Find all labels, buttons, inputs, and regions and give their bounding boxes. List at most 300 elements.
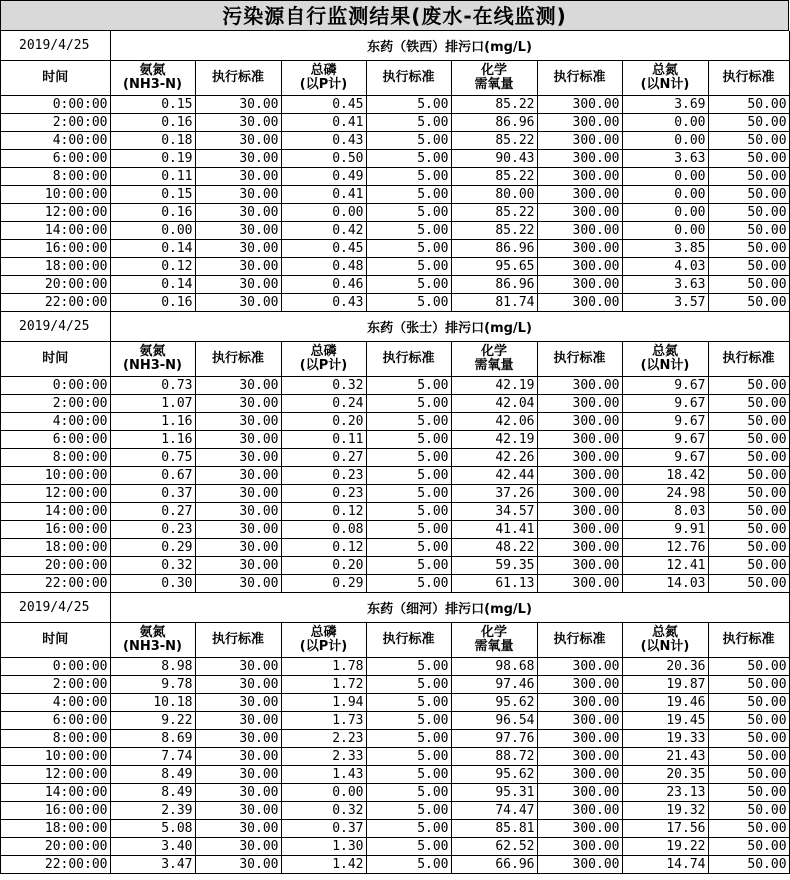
table-cell: 1.16 xyxy=(110,413,195,431)
table-cell: 0.16 xyxy=(110,114,195,132)
table-cell: 0.00 xyxy=(622,204,708,222)
table-cell: 50.00 xyxy=(708,222,789,240)
table-cell: 0.23 xyxy=(281,485,366,503)
table-cell: 0:00:00 xyxy=(1,658,110,676)
table-row xyxy=(1,96,789,114)
table-cell: 21.43 xyxy=(622,748,708,766)
table-cell: 1.72 xyxy=(281,676,366,694)
sheet-title: 污染源自行监测结果(废水-在线监测) xyxy=(1,1,789,31)
table-cell: 50.00 xyxy=(708,240,789,258)
col-header-phosphorus xyxy=(281,342,366,377)
table-cell: 14:00:00 xyxy=(1,222,110,240)
table-cell: 50.00 xyxy=(708,204,789,222)
table-cell: 14.03 xyxy=(622,575,708,593)
table-cell: 5.08 xyxy=(110,820,195,838)
table-cell: 4:00:00 xyxy=(1,132,110,150)
table-cell: 3.85 xyxy=(622,240,708,258)
header-line: 化学 xyxy=(480,625,507,640)
header-line: 总氮 xyxy=(651,344,678,359)
table-cell: 7.74 xyxy=(110,748,195,766)
table-cell: 0.48 xyxy=(281,258,366,276)
table-cell: 0.29 xyxy=(281,575,366,593)
table-cell: 19.33 xyxy=(622,730,708,748)
table-cell: 50.00 xyxy=(708,150,789,168)
table-cell: 0:00:00 xyxy=(1,96,110,114)
table-cell: 300.00 xyxy=(537,485,622,503)
table-cell: 0.00 xyxy=(622,186,708,204)
table-cell: 5.00 xyxy=(366,204,451,222)
table-cell: 20.35 xyxy=(622,766,708,784)
table-cell: 86.96 xyxy=(451,276,537,294)
table-cell: 300.00 xyxy=(537,294,622,312)
table-cell: 42.19 xyxy=(451,377,537,395)
table-cell: 5.00 xyxy=(366,820,451,838)
table-cell: 5.00 xyxy=(366,168,451,186)
col-header-time: 时间 xyxy=(1,61,110,96)
table-cell: 0.23 xyxy=(281,467,366,485)
col-header-standard: 执行标准 xyxy=(537,623,622,658)
table-cell: 50.00 xyxy=(708,784,789,802)
table-cell: 20:00:00 xyxy=(1,557,110,575)
table-row xyxy=(1,258,789,276)
table-row xyxy=(1,467,789,485)
table-cell: 1.07 xyxy=(110,395,195,413)
table-cell: 30.00 xyxy=(195,395,281,413)
col-header-standard: 执行标准 xyxy=(195,623,281,658)
header-line: (NH3-N) xyxy=(123,358,182,373)
table-cell: 9.67 xyxy=(622,377,708,395)
table-row xyxy=(1,856,789,874)
table-cell: 9.67 xyxy=(622,395,708,413)
table-cell: 14:00:00 xyxy=(1,784,110,802)
table-cell: 2:00:00 xyxy=(1,114,110,132)
table-cell: 18:00:00 xyxy=(1,258,110,276)
table-cell: 0.16 xyxy=(110,204,195,222)
table-cell: 2.23 xyxy=(281,730,366,748)
table-cell: 30.00 xyxy=(195,676,281,694)
section-date: 2019/4/25 xyxy=(1,31,110,61)
table-cell: 300.00 xyxy=(537,240,622,258)
table-cell: 30.00 xyxy=(195,377,281,395)
table-row xyxy=(1,766,789,784)
table-cell: 0.11 xyxy=(110,168,195,186)
table-cell: 50.00 xyxy=(708,96,789,114)
header-line: 需氧量 xyxy=(474,358,514,373)
table-cell: 8.98 xyxy=(110,658,195,676)
table-cell: 300.00 xyxy=(537,820,622,838)
table-cell: 86.96 xyxy=(451,240,537,258)
table-row xyxy=(1,168,789,186)
table-cell: 0.15 xyxy=(110,186,195,204)
table-row xyxy=(1,503,789,521)
table-cell: 8:00:00 xyxy=(1,449,110,467)
table-cell: 30.00 xyxy=(195,539,281,557)
table-cell: 0.45 xyxy=(281,240,366,258)
col-header-standard: 执行标准 xyxy=(537,61,622,96)
table-cell: 0.00 xyxy=(622,132,708,150)
table-cell: 300.00 xyxy=(537,838,622,856)
col-header-standard: 执行标准 xyxy=(708,61,789,96)
col-header-standard: 执行标准 xyxy=(195,61,281,96)
table-cell: 42.06 xyxy=(451,413,537,431)
table-cell: 6:00:00 xyxy=(1,431,110,449)
table-row xyxy=(1,485,789,503)
table-cell: 300.00 xyxy=(537,395,622,413)
table-cell: 30.00 xyxy=(195,222,281,240)
table-cell: 300.00 xyxy=(537,132,622,150)
table-row xyxy=(1,449,789,467)
table-row xyxy=(1,150,789,168)
table-cell: 8.49 xyxy=(110,784,195,802)
table-cell: 5.00 xyxy=(366,503,451,521)
table-cell: 300.00 xyxy=(537,856,622,874)
table-row xyxy=(1,114,789,132)
table-cell: 1.42 xyxy=(281,856,366,874)
table-cell: 20:00:00 xyxy=(1,838,110,856)
section-date: 2019/4/25 xyxy=(1,312,110,342)
table-cell: 0.14 xyxy=(110,276,195,294)
header-line: (以P计) xyxy=(299,77,348,92)
col-header-phosphorus xyxy=(281,623,366,658)
table-cell: 6:00:00 xyxy=(1,150,110,168)
table-cell: 30.00 xyxy=(195,168,281,186)
table-cell: 0.43 xyxy=(281,132,366,150)
section-date: 2019/4/25 xyxy=(1,593,110,623)
table-cell: 5.00 xyxy=(366,856,451,874)
table-cell: 300.00 xyxy=(537,467,622,485)
col-header-standard: 执行标准 xyxy=(366,623,451,658)
col-header-cod xyxy=(451,623,537,658)
section-station-name: 东药（细河）排污口(mg/L) xyxy=(110,593,789,623)
header-line: 氨氮 xyxy=(139,344,166,359)
table-cell: 0.37 xyxy=(110,485,195,503)
table-cell: 0.00 xyxy=(281,204,366,222)
table-cell: 85.81 xyxy=(451,820,537,838)
table-cell: 5.00 xyxy=(366,521,451,539)
table-cell: 30.00 xyxy=(195,485,281,503)
table-cell: 300.00 xyxy=(537,521,622,539)
table-cell: 86.96 xyxy=(451,114,537,132)
header-line: (NH3-N) xyxy=(123,77,182,92)
table-cell: 61.13 xyxy=(451,575,537,593)
table-cell: 85.22 xyxy=(451,132,537,150)
col-header-cod xyxy=(451,61,537,96)
table-cell: 10:00:00 xyxy=(1,748,110,766)
table-cell: 8:00:00 xyxy=(1,168,110,186)
table-cell: 0.27 xyxy=(110,503,195,521)
table-cell: 0.20 xyxy=(281,557,366,575)
table-cell: 30.00 xyxy=(195,240,281,258)
table-cell: 50.00 xyxy=(708,676,789,694)
table-row xyxy=(1,240,789,258)
table-cell: 18.42 xyxy=(622,467,708,485)
table-cell: 1.73 xyxy=(281,712,366,730)
table-cell: 300.00 xyxy=(537,802,622,820)
table-cell: 50.00 xyxy=(708,114,789,132)
table-cell: 14.74 xyxy=(622,856,708,874)
table-cell: 30.00 xyxy=(195,96,281,114)
table-row xyxy=(1,222,789,240)
header-line: 总氮 xyxy=(651,63,678,78)
table-cell: 300.00 xyxy=(537,168,622,186)
table-cell: 5.00 xyxy=(366,712,451,730)
col-header-standard: 执行标准 xyxy=(195,342,281,377)
table-cell: 0:00:00 xyxy=(1,377,110,395)
table-cell: 300.00 xyxy=(537,766,622,784)
table-cell: 0.75 xyxy=(110,449,195,467)
table-cell: 48.22 xyxy=(451,539,537,557)
table-row xyxy=(1,132,789,150)
table-cell: 5.00 xyxy=(366,467,451,485)
table-cell: 50.00 xyxy=(708,658,789,676)
table-cell: 42.26 xyxy=(451,449,537,467)
table-cell: 50.00 xyxy=(708,838,789,856)
table-cell: 0.43 xyxy=(281,294,366,312)
table-cell: 0.67 xyxy=(110,467,195,485)
table-row xyxy=(1,521,789,539)
table-cell: 5.00 xyxy=(366,186,451,204)
table-cell: 1.78 xyxy=(281,658,366,676)
table-cell: 12:00:00 xyxy=(1,204,110,222)
table-cell: 5.00 xyxy=(366,413,451,431)
table-cell: 30.00 xyxy=(195,766,281,784)
table-cell: 16:00:00 xyxy=(1,521,110,539)
table-cell: 1.30 xyxy=(281,838,366,856)
table-cell: 50.00 xyxy=(708,168,789,186)
table-cell: 0.18 xyxy=(110,132,195,150)
table-row xyxy=(1,820,789,838)
table-cell: 30.00 xyxy=(195,150,281,168)
table-row xyxy=(1,431,789,449)
table-cell: 30.00 xyxy=(195,503,281,521)
table-cell: 30.00 xyxy=(195,820,281,838)
table-cell: 19.22 xyxy=(622,838,708,856)
table-cell: 50.00 xyxy=(708,730,789,748)
table-cell: 5.00 xyxy=(366,766,451,784)
table-cell: 0.50 xyxy=(281,150,366,168)
table-cell: 50.00 xyxy=(708,503,789,521)
header-line: 化学 xyxy=(480,63,507,78)
table-cell: 50.00 xyxy=(708,276,789,294)
table-cell: 85.22 xyxy=(451,204,537,222)
table-cell: 5.00 xyxy=(366,802,451,820)
table-cell: 96.54 xyxy=(451,712,537,730)
table-cell: 9.78 xyxy=(110,676,195,694)
table-cell: 5.00 xyxy=(366,431,451,449)
header-line: 需氧量 xyxy=(474,77,514,92)
table-cell: 5.00 xyxy=(366,395,451,413)
table-cell: 0.45 xyxy=(281,96,366,114)
table-cell: 50.00 xyxy=(708,694,789,712)
table-cell: 30.00 xyxy=(195,204,281,222)
table-cell: 300.00 xyxy=(537,276,622,294)
table-cell: 30.00 xyxy=(195,748,281,766)
table-row xyxy=(1,575,789,593)
table-cell: 66.96 xyxy=(451,856,537,874)
table-cell: 19.87 xyxy=(622,676,708,694)
table-cell: 50.00 xyxy=(708,766,789,784)
table-cell: 9.91 xyxy=(622,521,708,539)
table-cell: 5.00 xyxy=(366,258,451,276)
section-header-row xyxy=(1,312,789,342)
section-station-name: 东药（张士）排污口(mg/L) xyxy=(110,312,789,342)
table-cell: 20:00:00 xyxy=(1,276,110,294)
header-line: (以N计) xyxy=(640,358,690,373)
table-cell: 50.00 xyxy=(708,802,789,820)
table-cell: 30.00 xyxy=(195,712,281,730)
table-cell: 3.63 xyxy=(622,150,708,168)
table-cell: 5.00 xyxy=(366,150,451,168)
col-header-cod xyxy=(451,342,537,377)
table-cell: 5.00 xyxy=(366,557,451,575)
header-line: 总磷 xyxy=(310,625,337,640)
table-cell: 37.26 xyxy=(451,485,537,503)
table-row xyxy=(1,413,789,431)
header-line: 需氧量 xyxy=(474,639,514,654)
header-line: (以P计) xyxy=(299,639,348,654)
col-header-nitrogen xyxy=(622,623,708,658)
table-cell: 41.41 xyxy=(451,521,537,539)
header-line: (以N计) xyxy=(640,639,690,654)
table-cell: 50.00 xyxy=(708,856,789,874)
table-row xyxy=(1,694,789,712)
table-cell: 8.03 xyxy=(622,503,708,521)
table-cell: 3.57 xyxy=(622,294,708,312)
table-cell: 50.00 xyxy=(708,539,789,557)
table-cell: 62.52 xyxy=(451,838,537,856)
table-cell: 0.49 xyxy=(281,168,366,186)
table-row xyxy=(1,730,789,748)
table-cell: 30.00 xyxy=(195,856,281,874)
table-cell: 0.32 xyxy=(110,557,195,575)
table-cell: 12:00:00 xyxy=(1,485,110,503)
table-cell: 300.00 xyxy=(537,784,622,802)
table-cell: 50.00 xyxy=(708,132,789,150)
col-header-standard: 执行标准 xyxy=(708,623,789,658)
col-header-nitrogen xyxy=(622,61,708,96)
table-cell: 0.00 xyxy=(281,784,366,802)
table-cell: 19.45 xyxy=(622,712,708,730)
table-cell: 300.00 xyxy=(537,694,622,712)
table-cell: 4:00:00 xyxy=(1,694,110,712)
table-cell: 16:00:00 xyxy=(1,240,110,258)
table-cell: 10:00:00 xyxy=(1,186,110,204)
table-cell: 42.04 xyxy=(451,395,537,413)
table-cell: 85.22 xyxy=(451,168,537,186)
table-cell: 300.00 xyxy=(537,377,622,395)
header-line: (以N计) xyxy=(640,77,690,92)
table-cell: 30.00 xyxy=(195,413,281,431)
table-cell: 4.03 xyxy=(622,258,708,276)
table-cell: 9.67 xyxy=(622,431,708,449)
table-cell: 95.62 xyxy=(451,694,537,712)
table-cell: 0.27 xyxy=(281,449,366,467)
table-cell: 30.00 xyxy=(195,186,281,204)
table-cell: 5.00 xyxy=(366,676,451,694)
table-cell: 30.00 xyxy=(195,294,281,312)
table-cell: 12.41 xyxy=(622,557,708,575)
table-cell: 2.39 xyxy=(110,802,195,820)
table-cell: 34.57 xyxy=(451,503,537,521)
table-cell: 24.98 xyxy=(622,485,708,503)
table-cell: 0.11 xyxy=(281,431,366,449)
table-row xyxy=(1,712,789,730)
table-row xyxy=(1,377,789,395)
table-cell: 50.00 xyxy=(708,748,789,766)
table-cell: 30.00 xyxy=(195,575,281,593)
table-cell: 50.00 xyxy=(708,413,789,431)
table-cell: 30.00 xyxy=(195,694,281,712)
table-cell: 10:00:00 xyxy=(1,467,110,485)
table-cell: 50.00 xyxy=(708,395,789,413)
table-cell: 19.46 xyxy=(622,694,708,712)
table-cell: 5.00 xyxy=(366,276,451,294)
section-header-row xyxy=(1,31,789,61)
table-cell: 14:00:00 xyxy=(1,503,110,521)
table-cell: 30.00 xyxy=(195,557,281,575)
table-cell: 97.76 xyxy=(451,730,537,748)
table-row xyxy=(1,276,789,294)
table-cell: 8.69 xyxy=(110,730,195,748)
table-cell: 80.00 xyxy=(451,186,537,204)
table-cell: 30.00 xyxy=(195,114,281,132)
header-line: (NH3-N) xyxy=(123,639,182,654)
table-cell: 95.62 xyxy=(451,766,537,784)
table-cell: 3.47 xyxy=(110,856,195,874)
table-cell: 0.12 xyxy=(281,539,366,557)
header-line: (以P计) xyxy=(299,358,348,373)
table-row xyxy=(1,395,789,413)
table-cell: 300.00 xyxy=(537,449,622,467)
table-cell: 30.00 xyxy=(195,132,281,150)
table-cell: 0.32 xyxy=(281,802,366,820)
table-cell: 2:00:00 xyxy=(1,395,110,413)
table-cell: 59.35 xyxy=(451,557,537,575)
table-cell: 0.30 xyxy=(110,575,195,593)
table-cell: 50.00 xyxy=(708,258,789,276)
section-header-row xyxy=(1,593,789,623)
table-cell: 0.00 xyxy=(110,222,195,240)
table-cell: 5.00 xyxy=(366,96,451,114)
table-cell: 42.19 xyxy=(451,431,537,449)
table-cell: 0.00 xyxy=(622,114,708,132)
table-cell: 30.00 xyxy=(195,784,281,802)
table-cell: 0.37 xyxy=(281,820,366,838)
table-cell: 22:00:00 xyxy=(1,575,110,593)
table-cell: 5.00 xyxy=(366,449,451,467)
table-cell: 10.18 xyxy=(110,694,195,712)
column-header-row xyxy=(1,623,789,658)
header-line: 氨氮 xyxy=(139,625,166,640)
table-cell: 0.14 xyxy=(110,240,195,258)
col-header-standard: 执行标准 xyxy=(708,342,789,377)
table-cell: 5.00 xyxy=(366,730,451,748)
table-cell: 5.00 xyxy=(366,222,451,240)
table-cell: 5.00 xyxy=(366,539,451,557)
table-cell: 5.00 xyxy=(366,132,451,150)
table-cell: 8:00:00 xyxy=(1,730,110,748)
table-cell: 30.00 xyxy=(195,658,281,676)
table-cell: 0.46 xyxy=(281,276,366,294)
col-header-standard: 执行标准 xyxy=(366,61,451,96)
table-cell: 50.00 xyxy=(708,712,789,730)
table-cell: 0.32 xyxy=(281,377,366,395)
table-cell: 300.00 xyxy=(537,676,622,694)
table-cell: 5.00 xyxy=(366,838,451,856)
table-cell: 5.00 xyxy=(366,694,451,712)
table-cell: 0.16 xyxy=(110,294,195,312)
table-cell: 300.00 xyxy=(537,431,622,449)
